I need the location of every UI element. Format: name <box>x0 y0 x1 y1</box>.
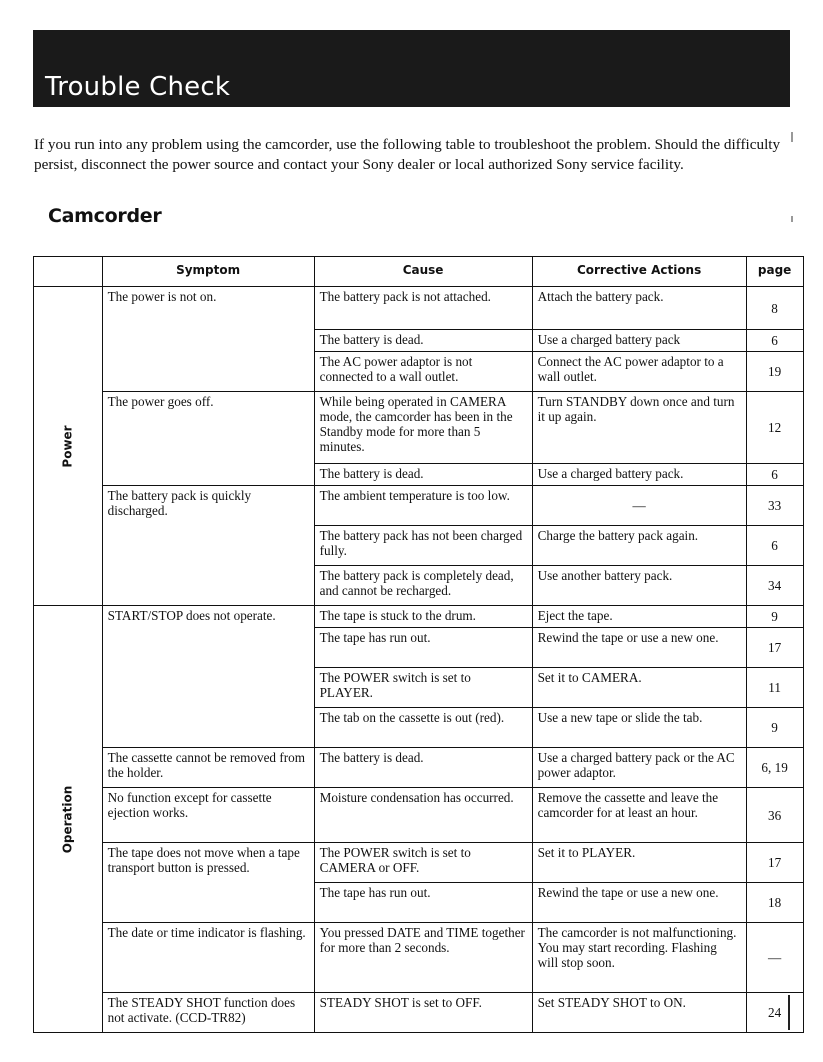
action-cell: — <box>532 486 746 526</box>
scan-mark <box>791 132 793 142</box>
page-cell: 9 <box>746 708 803 748</box>
action-header: Corrective Actions <box>532 257 746 287</box>
symptom-cell: START/STOP does not operate. <box>102 606 314 628</box>
cause-cell: The battery is dead. <box>314 748 532 788</box>
cause-cell: The tab on the cassette is out (red). <box>314 708 532 748</box>
page-cell: 17 <box>746 628 803 668</box>
action-cell: Use a charged battery pack <box>532 330 746 352</box>
cause-cell: While being operated in CAMERA mode, the camcorder has been in the Standby mode for more than 5 minutes. <box>314 392 532 464</box>
table-row <box>34 748 804 788</box>
symptom-header: Symptom <box>102 257 314 287</box>
table-row <box>34 708 804 748</box>
action-cell: Attach the battery pack. <box>532 287 746 330</box>
cause-cell: The tape has run out. <box>314 628 532 668</box>
symptom-cell <box>102 668 314 708</box>
cause-cell: Moisture condensation has occurred. <box>314 788 532 843</box>
table-row <box>34 788 804 843</box>
category-header <box>34 257 103 287</box>
cause-cell: The battery pack is completely dead, and cannot be recharged. <box>314 566 532 606</box>
table-header-row <box>34 257 804 287</box>
cause-cell: The AC power adaptor is not connected to a wall outlet. <box>314 352 532 392</box>
symptom-cell <box>102 628 314 668</box>
page-cell: 17 <box>746 843 803 883</box>
symptom-cell: No function except for cassette ejection works. <box>102 788 314 843</box>
table-row <box>34 486 804 526</box>
category-cell-power <box>34 287 103 606</box>
page-cell: 9 <box>746 606 803 628</box>
table-row <box>34 392 804 464</box>
table-row <box>34 287 804 330</box>
table-row <box>34 883 804 923</box>
action-cell: Turn STANDBY down once and turn it up again. <box>532 392 746 464</box>
page-cell: 6 <box>746 330 803 352</box>
action-cell: Set it to PLAYER. <box>532 843 746 883</box>
cause-cell: The tape has run out. <box>314 883 532 923</box>
symptom-cell: The STEADY SHOT function does not activate. (CCD-TR82) <box>102 993 314 1033</box>
action-cell: Set STEADY SHOT to ON. <box>532 993 746 1033</box>
table-row <box>34 526 804 566</box>
title-banner <box>33 30 790 107</box>
section-heading: Camcorder <box>48 205 162 227</box>
category-label-power: Power <box>60 425 75 468</box>
page-title: Trouble Check <box>45 72 231 102</box>
cause-cell: The battery pack is not attached. <box>314 287 532 330</box>
cause-cell: The battery is dead. <box>314 330 532 352</box>
table-row <box>34 993 804 1033</box>
action-cell: Remove the cassette and leave the camcorder for at least an hour. <box>532 788 746 843</box>
trouble-table-wrap <box>33 256 804 1033</box>
page-cell: 33 <box>746 486 803 526</box>
trouble-table <box>33 256 804 1033</box>
symptom-cell <box>102 464 314 486</box>
action-cell: Use another battery pack. <box>532 566 746 606</box>
action-cell: Charge the battery pack again. <box>532 526 746 566</box>
symptom-cell <box>102 708 314 748</box>
symptom-cell <box>102 883 314 923</box>
symptom-cell: The date or time indicator is flashing. <box>102 923 314 993</box>
table-row <box>34 464 804 486</box>
page-cell: 6 <box>746 526 803 566</box>
category-cell-operation <box>34 606 103 1033</box>
table-row <box>34 843 804 883</box>
symptom-cell: The cassette cannot be removed from the holder. <box>102 748 314 788</box>
table-row <box>34 628 804 668</box>
symptom-cell <box>102 330 314 352</box>
table-row <box>34 606 804 628</box>
page-cell: 34 <box>746 566 803 606</box>
symptom-cell: The tape does not move when a tape transport button is pressed. <box>102 843 314 883</box>
cause-cell: The battery pack has not been charged fully. <box>314 526 532 566</box>
page-cell: 8 <box>746 287 803 330</box>
symptom-cell: The power is not on. <box>102 287 314 330</box>
page-cell: 11 <box>746 668 803 708</box>
cause-header: Cause <box>314 257 532 287</box>
page-header: page <box>746 257 803 287</box>
intro-paragraph: If you run into any problem using the camcorder, use the following table to troubleshoot the problem. Should the difficulty persist, disconnect the power source and contact your Sony dealer or local authorized Sony service facility. <box>34 136 781 173</box>
cause-cell: The battery is dead. <box>314 464 532 486</box>
cause-cell: The POWER switch is set to PLAYER. <box>314 668 532 708</box>
action-cell: Use a charged battery pack. <box>532 464 746 486</box>
symptom-cell: The power goes off. <box>102 392 314 464</box>
cause-cell: The ambient temperature is too low. <box>314 486 532 526</box>
table-row <box>34 352 804 392</box>
action-cell: Rewind the tape or use a new one. <box>532 883 746 923</box>
symptom-cell <box>102 352 314 392</box>
action-cell: Connect the AC power adaptor to a wall outlet. <box>532 352 746 392</box>
page-cell: 19 <box>746 352 803 392</box>
action-cell: Use a charged battery pack or the AC power adaptor. <box>532 748 746 788</box>
page-cell: — <box>746 923 803 993</box>
page-cell: 18 <box>746 883 803 923</box>
scan-mark <box>791 216 793 222</box>
action-cell: Use a new tape or slide the tab. <box>532 708 746 748</box>
page-cell: 6, 19 <box>746 748 803 788</box>
action-cell: Eject the tape. <box>532 606 746 628</box>
category-label-operation: Operation <box>60 785 75 854</box>
symptom-cell <box>102 526 314 566</box>
page-cell: 36 <box>746 788 803 843</box>
table-row <box>34 330 804 352</box>
action-cell: Set it to CAMERA. <box>532 668 746 708</box>
page-cell: 12 <box>746 392 803 464</box>
symptom-cell: The battery pack is quickly discharged. <box>102 486 314 526</box>
table-row <box>34 668 804 708</box>
cause-cell: You pressed DATE and TIME together for more than 2 seconds. <box>314 923 532 993</box>
page-cell: 24 <box>746 993 803 1033</box>
page-cell: 6 <box>746 464 803 486</box>
cause-cell: The tape is stuck to the drum. <box>314 606 532 628</box>
cause-cell: STEADY SHOT is set to OFF. <box>314 993 532 1033</box>
table-row <box>34 923 804 993</box>
action-cell: The camcorder is not malfunctioning. You may start recording. Flashing will stop soon. <box>532 923 746 993</box>
symptom-cell <box>102 566 314 606</box>
table-row <box>34 566 804 606</box>
action-cell: Rewind the tape or use a new one. <box>532 628 746 668</box>
cause-cell: The POWER switch is set to CAMERA or OFF. <box>314 843 532 883</box>
